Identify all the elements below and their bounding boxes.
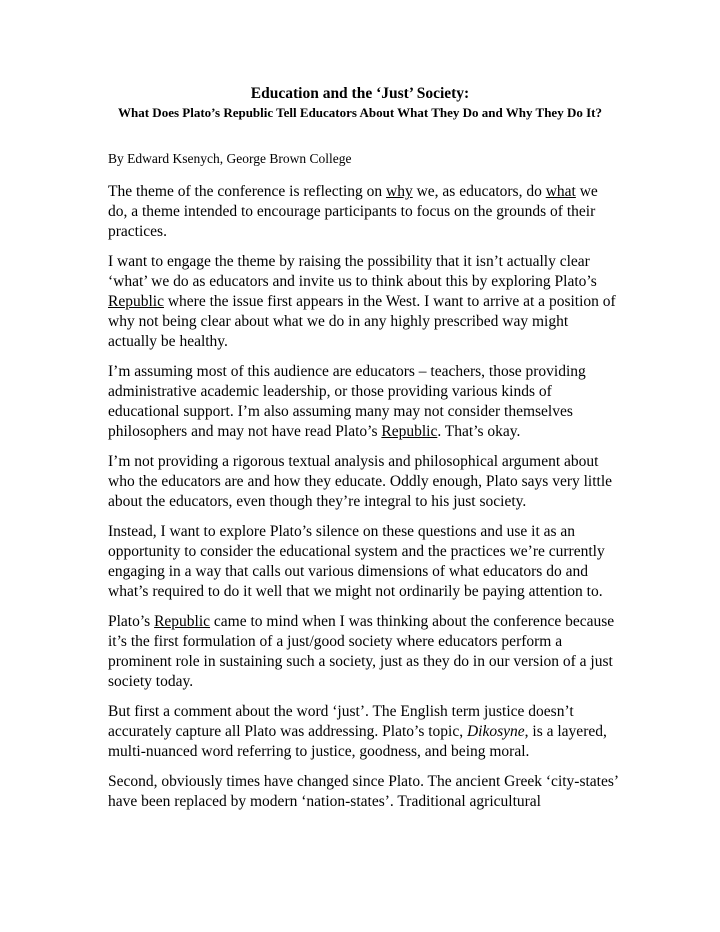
document-body	[108, 182, 618, 822]
paragraph-1-text-a: The theme of the conference is reflecting on	[108, 183, 387, 200]
paragraph-7-text-a: But first a comment about the word ‘just’. The English term justice doesn’t accurately capture all Plato was addressing. Plato’s topic,	[108, 703, 574, 740]
book-title-republic: Republic	[381, 423, 438, 440]
paragraph-6-text-a: Plato’s	[108, 613, 155, 630]
paragraph-7	[108, 702, 618, 762]
paragraph-1-text-c: we, as educators, do	[412, 183, 546, 200]
emphasis-why: why	[386, 183, 413, 200]
book-title-republic: Republic	[108, 293, 164, 310]
paragraph-6-text-c: came to mind when I was thinking about the conference because it’s the first formulation of a just/good society where educators perform a prominent role in sustaining such a society, just as they do in our version of a just society today.	[108, 613, 615, 690]
author-byline: By Edward Ksenych, George Brown College	[108, 151, 352, 166]
paragraph-3-text-a: I’m assuming most of this audience are educators – teachers, those providing administrative academic leadership, or those providing various kinds of educational support. I’m also assuming many may not consider themselves philosophers and may not have read Plato’s	[108, 363, 586, 440]
paragraph-4: I’m not providing a rigorous textual analysis and philosophical argument about who the educators are and how they educate. Oddly enough, Plato says very little about the educators, even though they’re integral to his just society.	[108, 453, 613, 510]
paragraph-2-text-a: I want to engage the theme by raising the possibility that it isn’t actually clear ‘what’ we do as educators and invite us to think about this by exploring Plato’s	[108, 253, 597, 290]
paragraph-7-text-c: , is a layered, multi-nuanced word referring to justice, goodness, and being moral.	[108, 723, 607, 760]
emphasis-what: what	[545, 183, 576, 200]
paragraph-1	[108, 182, 618, 242]
term-dikosyne: Dikosyne	[466, 723, 525, 740]
paragraph-5: Instead, I want to explore Plato’s silence on these questions and use it as an opportunity to consider the educational system and the practices we’re currently engaging in a way that calls out various dimensions of what educators do and what’s required to do it well that we might not ordinarily be paying attention to.	[108, 523, 605, 600]
paragraph-3	[108, 362, 618, 442]
book-title-republic: Republic	[154, 613, 211, 630]
paragraph-2-text-c: where the issue first appears in the West. I want to arrive at a position of why not being clear about what we do in any highly prescribed way might actually be healthy.	[108, 293, 616, 350]
document-subtitle: What Does Plato’s Republic Tell Educators About What They Do and Why They Do It?	[118, 105, 602, 120]
paragraph-1-text-e: we do, a theme intended to encourage participants to focus on the grounds of their practices.	[108, 183, 598, 240]
document-title: Education and the ‘Just’ Society:	[250, 85, 470, 102]
paragraph-8: Second, obviously times have changed since Plato. The ancient Greek ‘city-states’ have been replaced by modern ‘nation-states’. Traditional agricultural	[108, 773, 618, 810]
paragraph-6	[108, 612, 618, 692]
paragraph-3-text-c: . That’s okay.	[437, 423, 521, 440]
paragraph-2	[108, 252, 618, 352]
